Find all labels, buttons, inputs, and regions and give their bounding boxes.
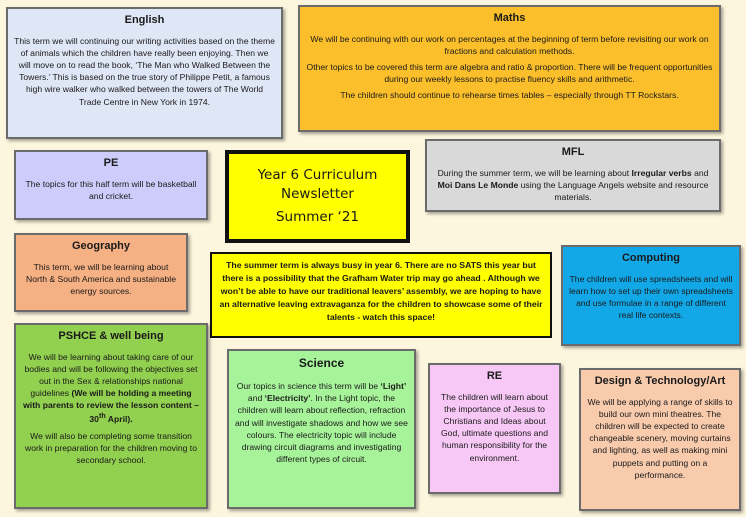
mfl-topic-2: Moi Dans Le Monde — [437, 179, 519, 190]
maths-panel — [298, 5, 721, 132]
mfl-body: During the summer term, we will be learning about Irregular verbs and Moi Dans Le Monde using the Language Angels website and resource materials. — [437, 167, 709, 203]
maths-para-3: The children should continue to rehearse times tables – especially through TT Rockstars. — [340, 90, 679, 101]
geography-panel — [14, 233, 188, 312]
dt-panel — [579, 368, 741, 511]
pshce-meeting-note: (We will be holding a meeting with parents to review the lesson content – 30th April). — [23, 388, 199, 425]
science-panel — [227, 349, 416, 509]
english-body: This term we will continuing our writing activities based on the theme of animals which the children have really been enjoying. Then we will move on to read the book, ‘The Man who Walked Between the Towers.’ This is based on the true story of Philippe Petit, a famous high wire walker who walked between the towers of The World Trade Centre in New York in 1974. — [14, 35, 275, 107]
mfl-panel — [425, 139, 721, 212]
dt-body: We will be applying a range of skills to build our own mini theatres. The children will be expected to create changeable scenery, moving curtains and lighting, as well as making mini puppets and putting on a performance. — [587, 396, 733, 480]
title-line-2: Newsletter — [281, 185, 354, 202]
re-heading: RE — [486, 370, 503, 382]
pe-body: The topics for this half term will be basketball and cricket. — [25, 178, 197, 201]
pshce-heading: PSHCE & well being — [58, 330, 164, 342]
science-body: Our topics in science this term will be ‘Light’ and ‘Electricity’. In the Light topic, the children will learn about reflection, refraction and will investigate shadows and how we see colours. The electricity topic will include drawing circuit diagrams and investigating different types of circuit. — [235, 381, 408, 465]
pshce-panel — [14, 323, 208, 509]
pshce-para-2: We will also be completing some transition work in preparation for the children moving to secondary school. — [25, 430, 197, 466]
geography-body: This term, we will be learning about North & South America and sustainable energy sources. — [25, 261, 176, 297]
mfl-heading: MFL — [561, 146, 585, 158]
science-topic-1: ‘Light’ — [380, 381, 407, 392]
notice-body: The summer term is always busy in year 6. There are no SATS this year but there is a possibility that the Grafham Water trip may go ahead . Although we won’t be able to have our traditional leavers’ assembly, we are hoping to have an alternative leaving extravaganza for the children to showcase some of their talents - watch this space! — [219, 260, 543, 323]
english-heading: English — [124, 14, 165, 26]
computing-panel — [561, 245, 741, 346]
maths-para-2: Other topics to be covered this term are algebra and ratio & proportion. There will be frequent opportunities during our weekly lessons to practise fluency skills and arithmetic. — [306, 62, 713, 85]
pe-panel — [14, 150, 208, 220]
title-line-1: Year 6 Curriculum — [257, 167, 378, 183]
computing-heading: Computing — [621, 252, 681, 264]
pe-heading: PE — [103, 157, 119, 169]
english-panel — [6, 7, 283, 139]
notice-panel — [210, 252, 552, 338]
mfl-topic-1: Irregular verbs — [631, 167, 692, 178]
science-heading: Science — [298, 356, 345, 370]
maths-heading: Maths — [493, 12, 526, 24]
science-topic-2: ‘Electricity’ — [264, 393, 311, 404]
geography-heading: Geography — [71, 240, 131, 252]
re-body: The children will learn about the importance of Jesus to Christians and Ideas about God, ultimate questions and human responsibility for the environment. — [440, 391, 548, 463]
maths-para-1: We will be continuing with our work on percentages at the beginning of term before revisiting our work on fractions and calculation methods. — [310, 33, 709, 56]
pshce-body: We will be learning about taking care of our bodies and will be following the objectives set out in the Sex & relationships national guidelines (We will be holding a meeting with parents to review the lesson content – 30th April). — [23, 351, 199, 425]
title-line-3: Summer ‘21 — [275, 208, 360, 225]
newsletter-title-panel — [225, 150, 410, 243]
dt-heading: Design & Technology/Art — [594, 375, 726, 387]
re-panel — [428, 363, 561, 494]
computing-body: The children will use spreadsheets and will learn how to set up their own spreadsheets and use formulae in a range of different real life contexts. — [569, 273, 733, 321]
